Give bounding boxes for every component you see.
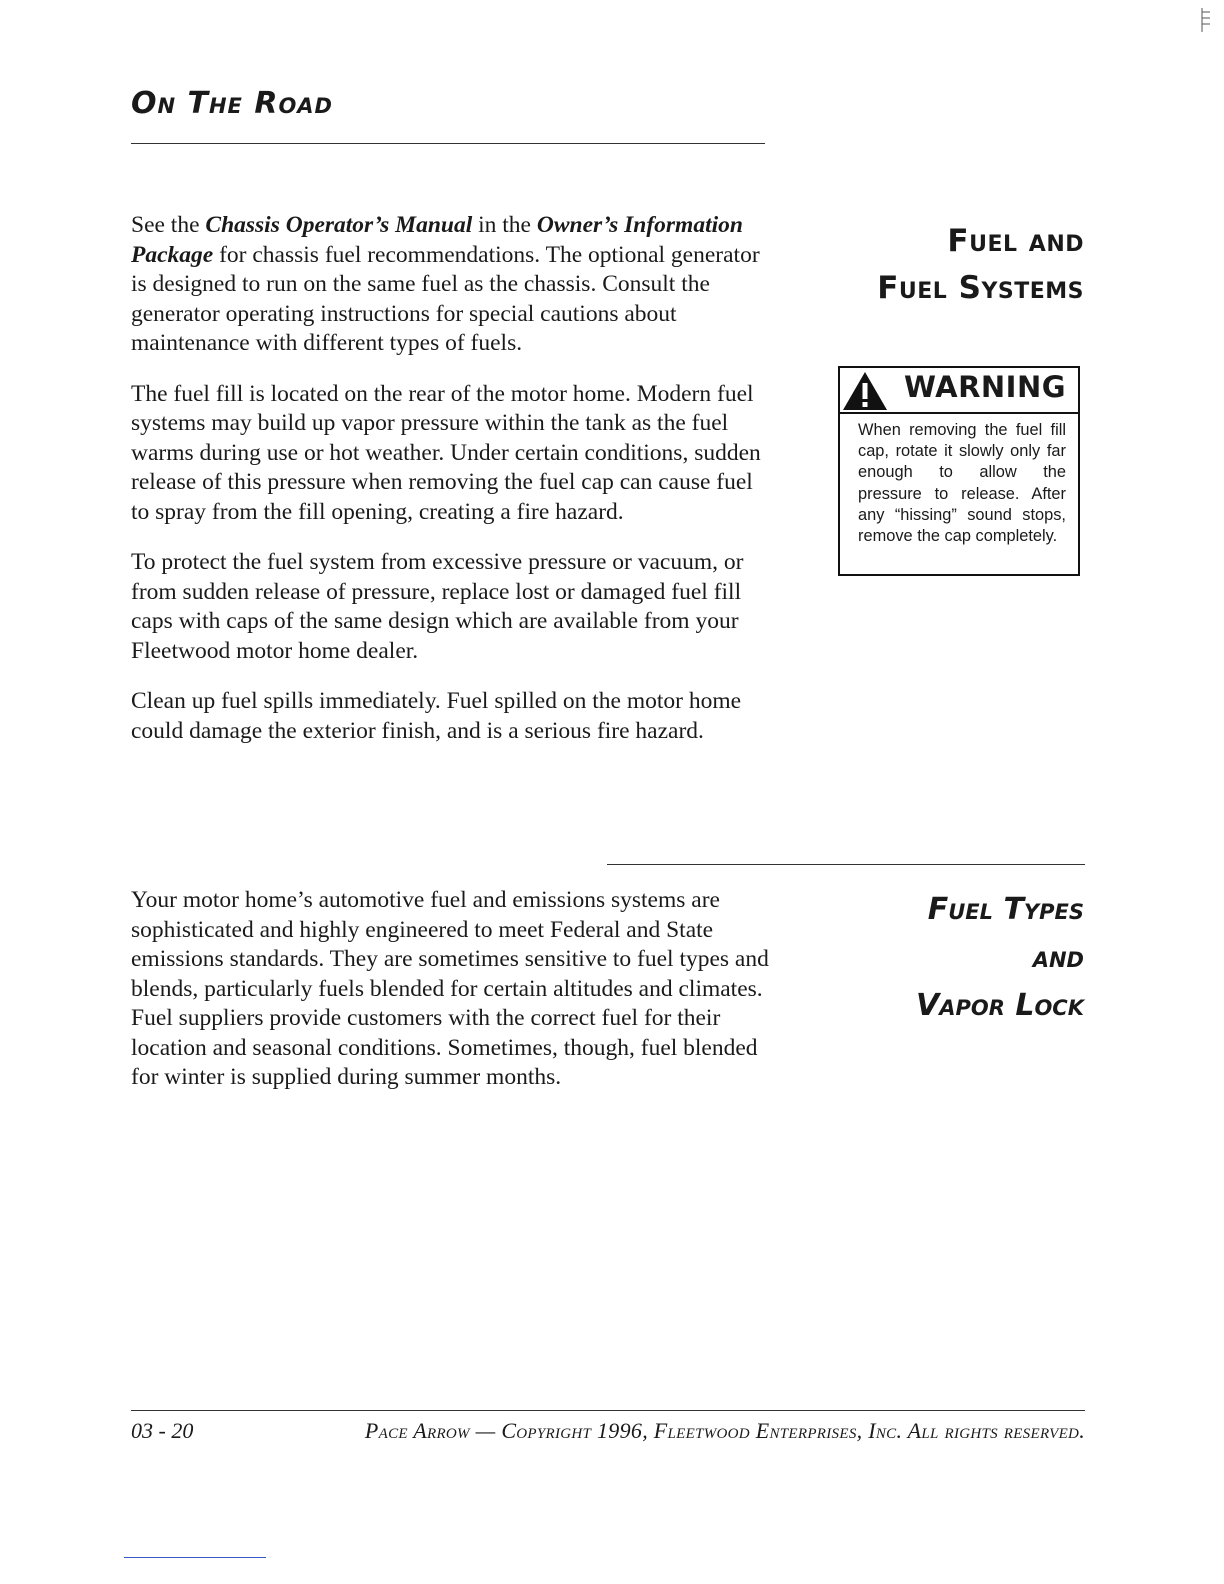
copyright-notice: Pace Arrow — Copyright 1996, Fleetwood Enterprises, Inc. All rights reserved. bbox=[364, 1418, 1085, 1443]
chassis-manual-reference: Chassis Operator’s Manual bbox=[205, 212, 473, 238]
footer-rule bbox=[131, 1410, 1085, 1411]
fuel-types-heading: Fuel Types and Vapor Lock bbox=[916, 892, 1084, 1023]
fuel-types-paragraph: Your motor home’s automotive fuel and emissions systems are sophisticated and highly engineered to meet Federal and State emissions standards. They are sometimes sensitive to fuel types and blends, particularly fuels blended for certain altitudes and climates. Fuel suppliers provide customers with the correct fuel for their location and seasonal conditions. Sometimes, though, fuel blended for winter is supplied during summer months. bbox=[131, 887, 769, 1090]
warning-box bbox=[838, 366, 1080, 576]
intro-paragraph: See the Chassis Operator’s Manual in the Owner’s Information Package for chassis fuel recommendations. The optional generator is designed to run on the same fuel as the chassis. Consult the generator operating instructions for special cautions about maintenance with different types of fuels. bbox=[131, 212, 760, 356]
scan-edge-mark bbox=[1199, 6, 1213, 34]
owners-package-reference: Owner’s Information Package bbox=[131, 212, 743, 268]
warning-header bbox=[840, 368, 1078, 414]
header-rule bbox=[131, 143, 765, 144]
scan-link-underline bbox=[124, 1557, 266, 1558]
page-number: 03 - 20 bbox=[131, 1418, 194, 1443]
chapter-title: On The Road bbox=[131, 86, 333, 121]
warning-text: When removing the fuel fill cap, rotate it slowly only far enough to allow the pressure to release. After any “hissing” sound stops, remove the cap completely. bbox=[858, 421, 1066, 546]
section-divider bbox=[607, 864, 1085, 865]
fuel-types-body bbox=[131, 886, 771, 1114]
fuel-cap-paragraph: To protect the fuel system from excessive pressure or vacuum, or from sudden release of pressure, replace lost or damaged fuel fill caps with caps of the same design which are available from your Fleetwood motor home dealer. bbox=[131, 549, 744, 664]
warning-triangle-icon bbox=[842, 371, 888, 411]
fuel-spill-paragraph: Clean up fuel spills immediately. Fuel spilled on the motor home could damage the exterior finish, and is a serious fire hazard. bbox=[131, 688, 742, 744]
warning-label: WARNING bbox=[903, 370, 1067, 404]
fuel-systems-heading: Fuel and Fuel Systems bbox=[877, 223, 1084, 306]
fuel-fill-paragraph: The fuel fill is located on the rear of the motor home. Modern fuel systems may build up vapor pressure within the tank as the fuel warms during use or hot weather. Under certain conditions, sudden release of this pressure when removing the fuel cap can cause fuel to spray from the fill opening, creating a fire hazard. bbox=[131, 380, 761, 525]
fuel-systems-body bbox=[131, 211, 771, 767]
